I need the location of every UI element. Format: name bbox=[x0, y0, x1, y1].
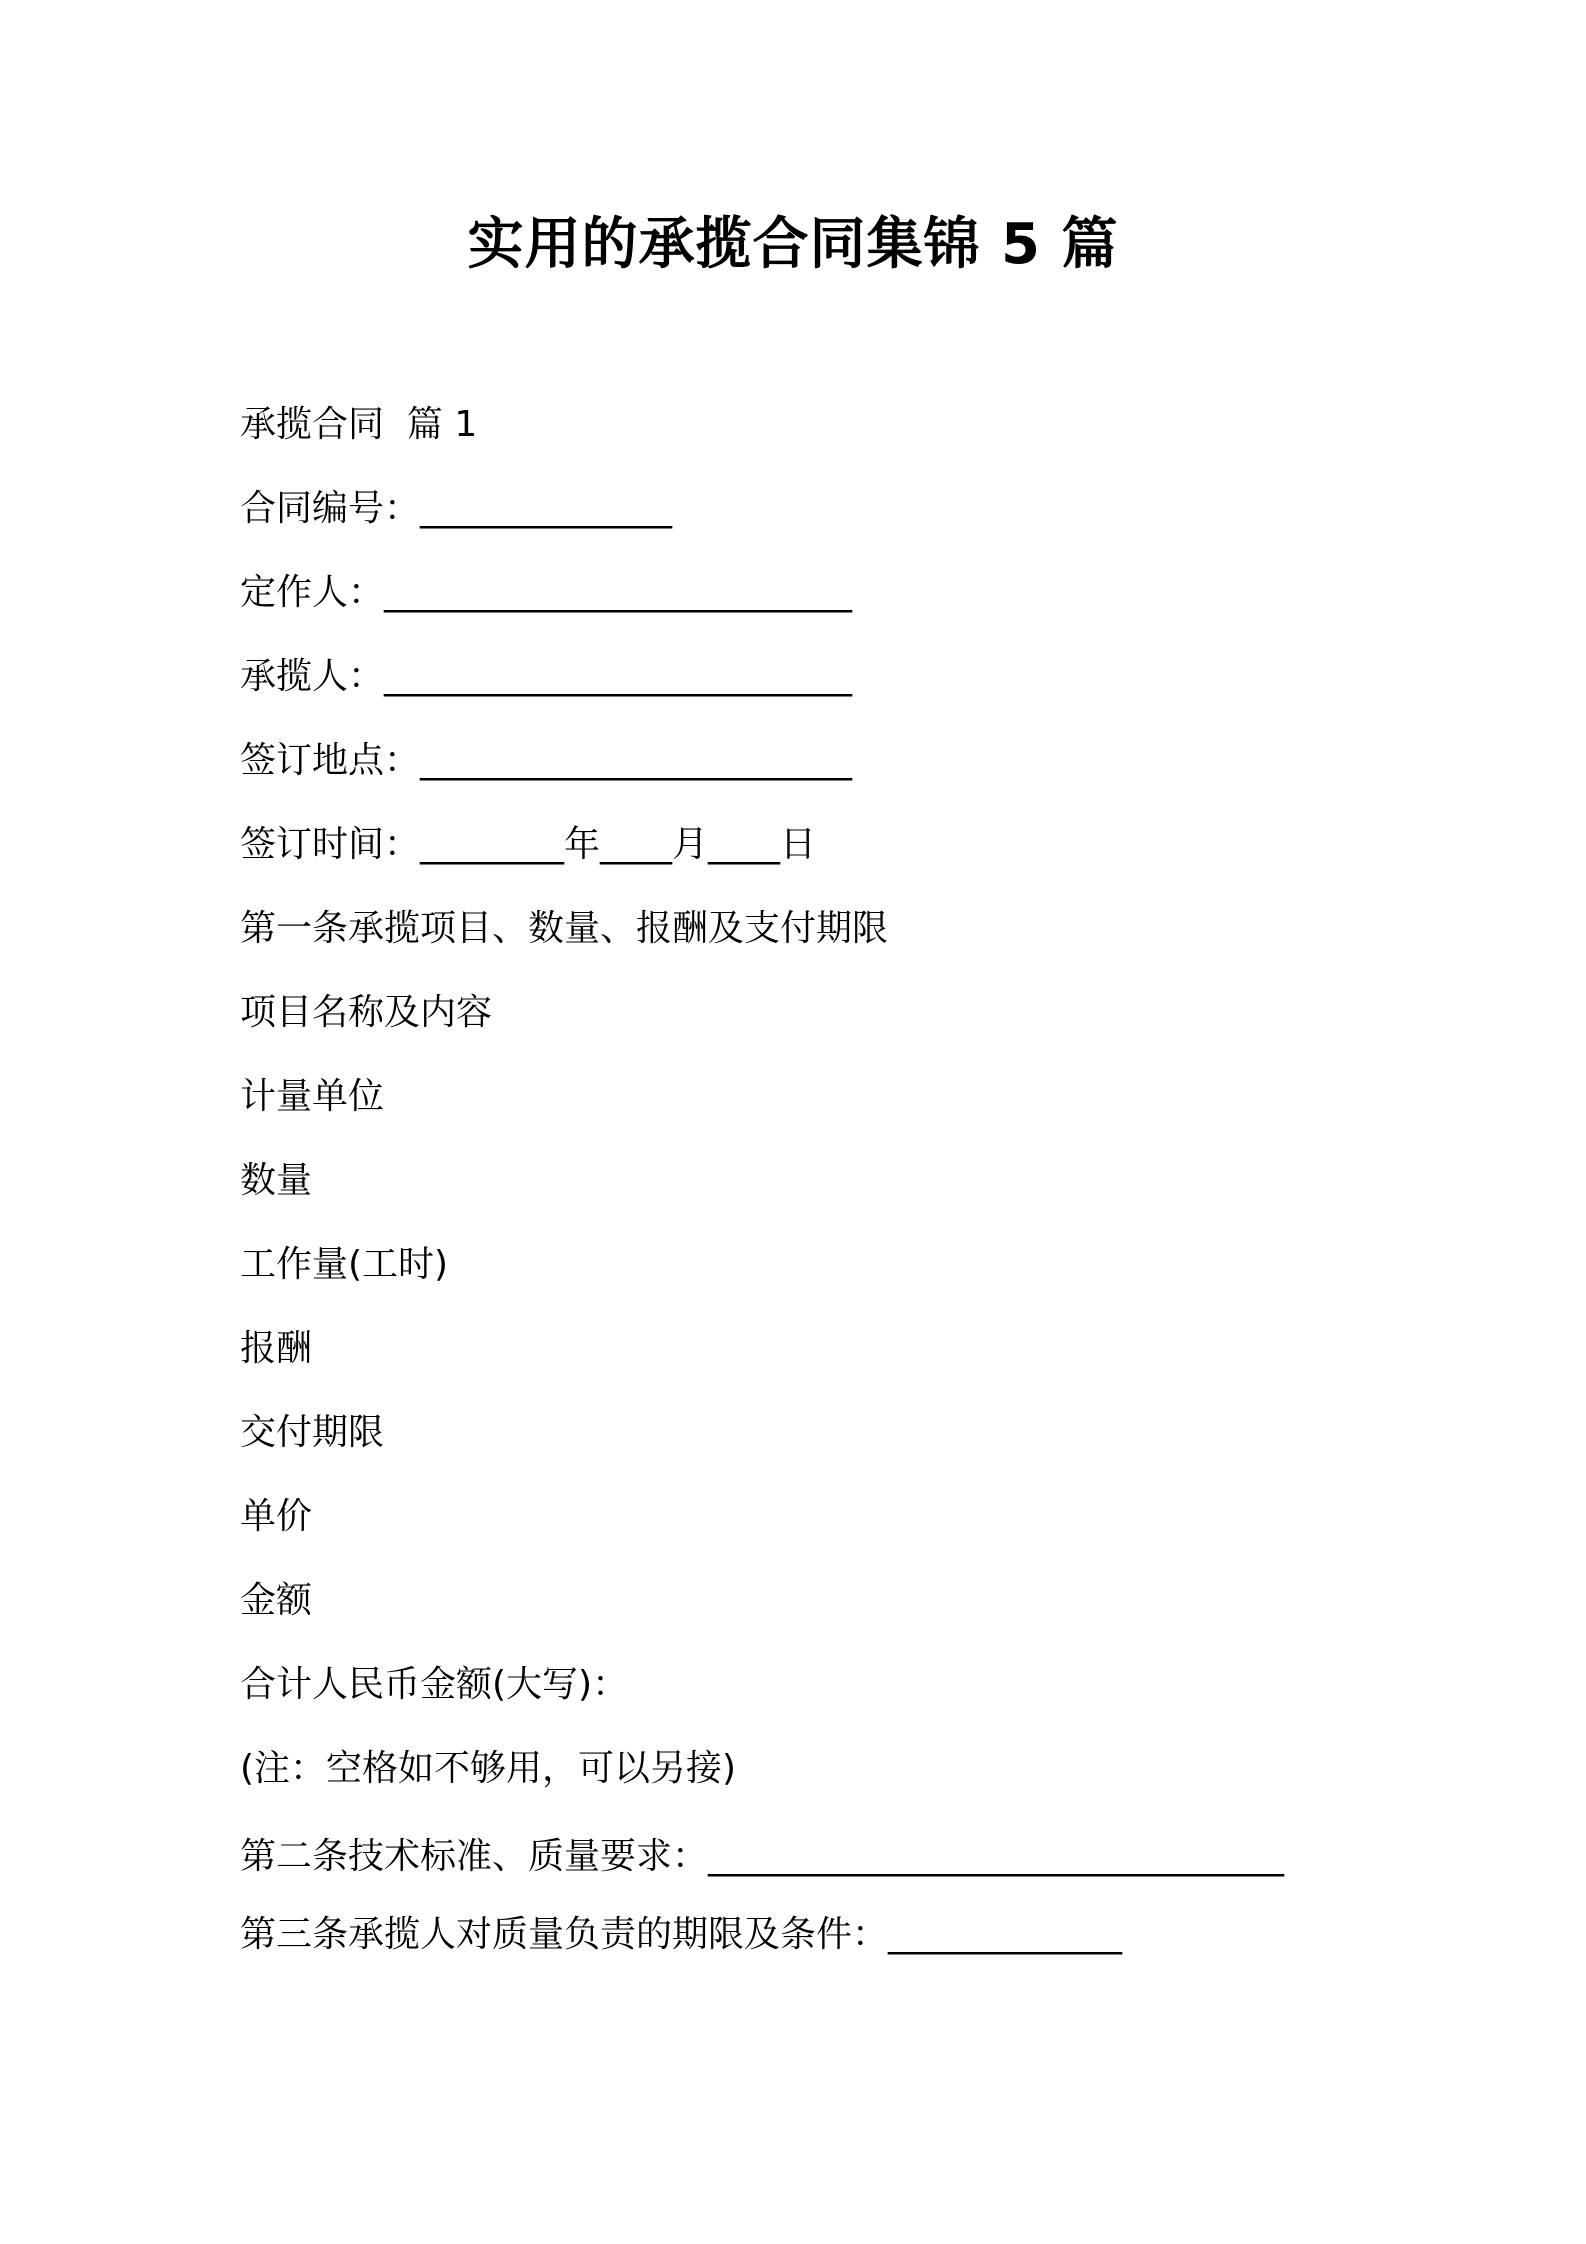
document-title: 实用的承揽合同集锦 5 篇 bbox=[467, 212, 1119, 277]
delivery-deadline-label: 交付期限 bbox=[240, 1412, 385, 1453]
section-heading-part-1: 承揽合同 篇 1 bbox=[240, 404, 478, 445]
workload-label: 工作量(工时) bbox=[240, 1244, 449, 1285]
article-1-heading: 第一条承揽项目、数量、报酬及支付期限 bbox=[240, 908, 889, 949]
contractor-line: 承揽人：__________________________ bbox=[240, 656, 853, 697]
unit-price-label: 单价 bbox=[240, 1496, 313, 1537]
orderer-line: 定作人：__________________________ bbox=[240, 572, 853, 613]
note-line: (注：空格如不够用，可以另接) bbox=[240, 1748, 737, 1789]
unit-label: 计量单位 bbox=[240, 1076, 385, 1117]
signing-place-line: 签订地点：________________________ bbox=[240, 740, 853, 781]
contract-number-line: 合同编号：______________ bbox=[240, 488, 673, 529]
item-name-label: 项目名称及内容 bbox=[240, 992, 493, 1033]
amount-label: 金额 bbox=[240, 1580, 313, 1621]
signing-date-line: 签订时间：________年____月____日 bbox=[240, 824, 817, 865]
quantity-label: 数量 bbox=[240, 1160, 313, 1201]
remuneration-label: 报酬 bbox=[240, 1328, 313, 1369]
article-2-line: 第二条技术标准、质量要求：________________________________ bbox=[240, 1836, 1285, 1877]
article-3-line: 第三条承揽人对质量负责的期限及条件：_____________ bbox=[240, 1914, 1123, 1955]
total-amount-line: 合计人民币金额(大写)： bbox=[240, 1664, 629, 1705]
